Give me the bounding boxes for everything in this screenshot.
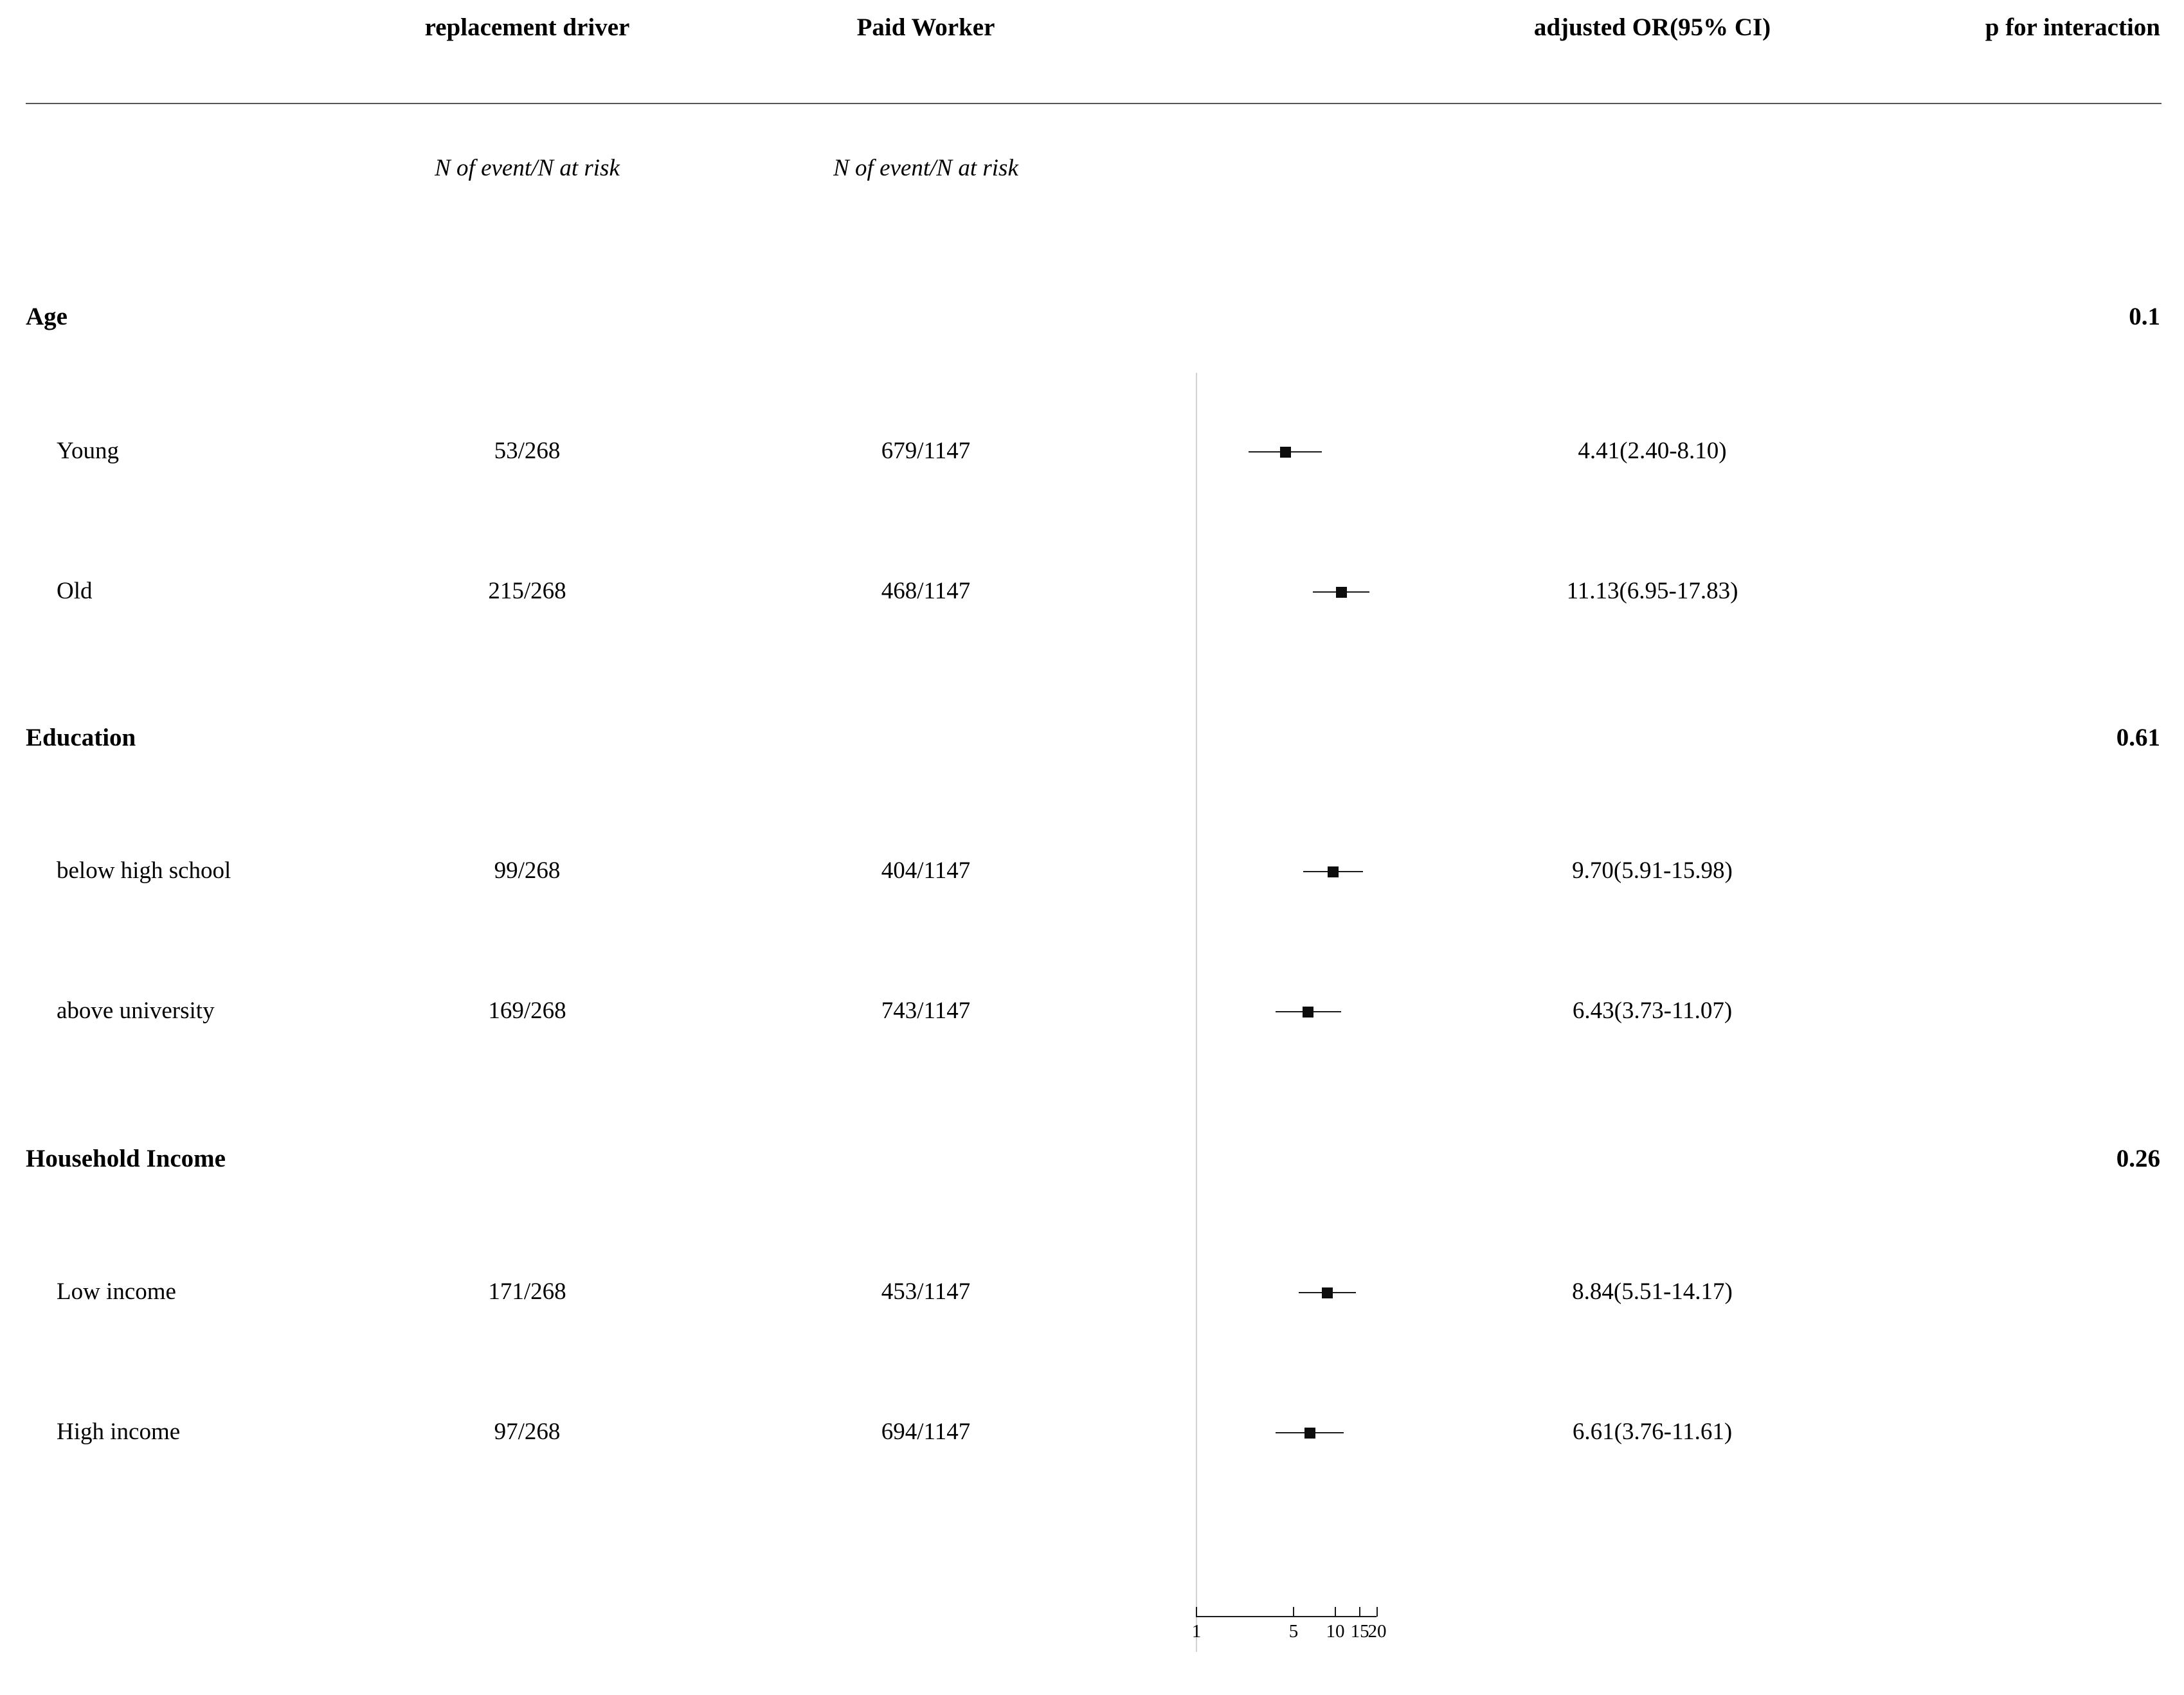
odds-ratio-text: 9.70(5.91-15.98) [1572,857,1733,884]
axis-tick [1196,1607,1197,1617]
odds-ratio-text: 8.84(5.51-14.17) [1572,1278,1733,1305]
subgroup-label: above university [57,998,215,1024]
replacement-driver-count: 99/268 [494,857,561,884]
subgroup-label: below high school [57,857,231,884]
replacement-driver-count: 97/268 [494,1419,561,1445]
point-estimate-marker [1336,587,1347,598]
header-p-for-interaction: p for interaction [1985,13,2160,41]
axis-tick-label: 20 [1367,1621,1387,1642]
header-adjusted-or: adjusted OR(95% CI) [1533,13,1771,41]
subheader-paid-worker: N of event/N at risk [833,155,1018,181]
point-estimate-marker [1322,1287,1333,1298]
odds-ratio-text: 6.61(3.76-11.61) [1572,1419,1733,1445]
paid-worker-count: 404/1147 [881,857,971,884]
axis-line [1196,1616,1376,1617]
replacement-driver-count: 53/268 [494,438,561,464]
odds-ratio-text: 4.41(2.40-8.10) [1578,438,1727,464]
header-paid-worker: Paid Worker [856,13,995,41]
reference-line [1196,373,1197,1652]
replacement-driver-count: 169/268 [488,998,566,1024]
replacement-driver-count: 171/268 [488,1278,566,1305]
group-heading: Education [26,724,136,751]
p-for-interaction-value: 0.26 [2116,1145,2160,1172]
forest-plot-area [1196,373,1607,1652]
axis-tick-label: 10 [1326,1621,1345,1642]
odds-ratio-text: 6.43(3.73-11.07) [1572,998,1733,1024]
axis-tick [1376,1607,1378,1617]
group-heading: Household Income [26,1145,226,1172]
p-for-interaction-value: 0.61 [2116,724,2160,751]
group-heading: Age [26,303,68,330]
x-axis [1191,1607,1607,1665]
point-estimate-marker [1280,447,1291,458]
point-estimate-marker [1304,1428,1315,1439]
axis-tick [1335,1607,1336,1617]
header-divider [26,103,2161,104]
odds-ratio-text: 11.13(6.95-17.83) [1566,578,1738,604]
axis-tick [1359,1607,1360,1617]
paid-worker-count: 743/1147 [881,998,971,1024]
axis-tick-label: 1 [1191,1621,1202,1642]
paid-worker-count: 694/1147 [881,1419,971,1445]
subgroup-label: High income [57,1419,181,1445]
subgroup-label: Low income [57,1278,176,1305]
point-estimate-marker [1328,866,1339,877]
paid-worker-count: 453/1147 [881,1278,971,1305]
axis-tick [1293,1607,1294,1617]
subgroup-label: Young [57,438,120,464]
axis-tick-label: 15 [1350,1621,1369,1642]
axis-tick-label: 5 [1288,1621,1299,1642]
paid-worker-count: 679/1147 [881,438,971,464]
subheader-replacement-driver: N of event/N at risk [435,155,620,181]
p-for-interaction-value: 0.1 [2129,303,2160,330]
subgroup-label: Old [57,578,93,604]
header-replacement-driver: replacement driver [424,13,630,41]
point-estimate-marker [1303,1007,1313,1018]
paid-worker-count: 468/1147 [881,578,971,604]
replacement-driver-count: 215/268 [488,578,566,604]
